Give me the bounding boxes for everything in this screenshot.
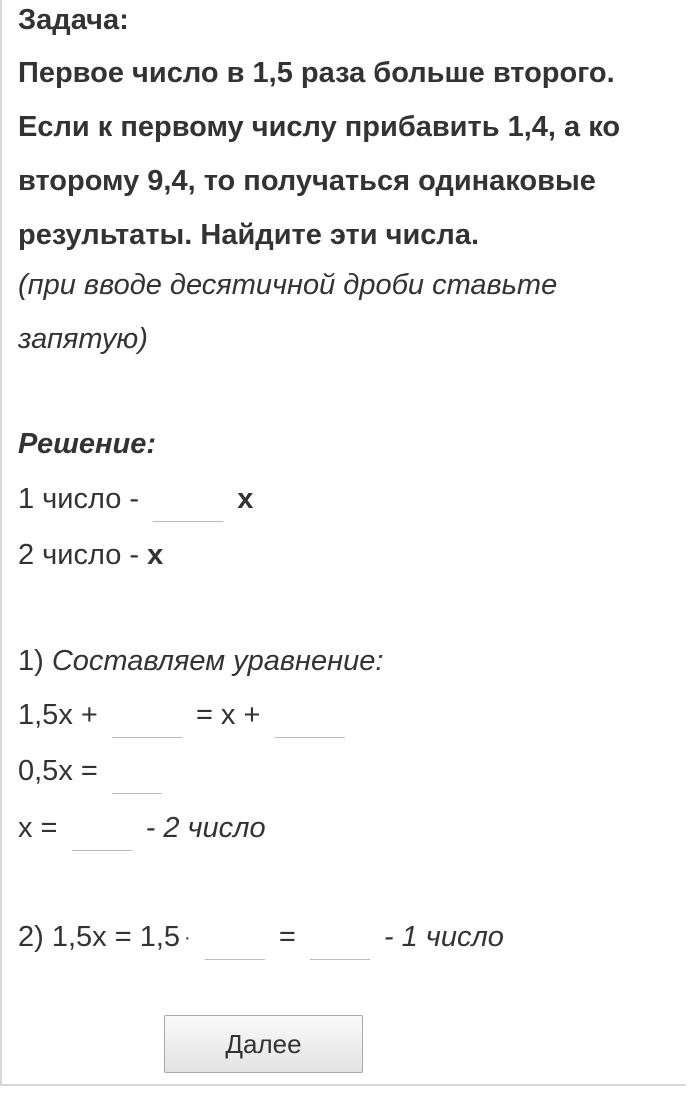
first-number-result-input[interactable] [310, 929, 370, 960]
equation-left: 1,5х + [18, 699, 98, 731]
x-value-input[interactable] [72, 820, 132, 851]
hint-text-line: (при вводе десятичной дроби ставьте [18, 269, 558, 301]
simplified-equation-row [18, 753, 168, 794]
second-number-row [18, 537, 163, 573]
step2-row [18, 919, 504, 960]
x-value-row [18, 810, 266, 851]
task-text-line: результаты. Найдите эти числа. [18, 219, 480, 251]
step2-equals: = [278, 921, 296, 953]
simplified-equation-left: 0,5х = [18, 755, 98, 787]
equation-left-input[interactable] [112, 707, 182, 738]
second-number-label: 2 число - [18, 539, 140, 571]
next-button[interactable]: Далее [164, 1015, 363, 1073]
first-number-label: 1 число - [18, 483, 140, 515]
equation-mid: = х + [195, 699, 261, 731]
task-heading: Задача: [18, 4, 129, 36]
step1-row [18, 643, 383, 679]
equation-row [18, 697, 351, 738]
task-text-line: второму 9,4, то получаться одинаковые [18, 165, 596, 197]
step2-number: 2) [18, 921, 44, 953]
hint-text-line: запятую) [18, 323, 148, 355]
x-value-suffix: - 2 число [145, 812, 266, 844]
second-number-variable: x [147, 539, 164, 571]
multiplier-input[interactable] [205, 929, 265, 960]
x-value-label: х = [18, 812, 58, 844]
first-number-row [18, 481, 253, 522]
step2-suffix: - 1 число [383, 921, 504, 953]
task-text-line: Первое число в 1,5 раза больше второго. [18, 57, 615, 89]
simplified-equation-input[interactable] [112, 763, 162, 794]
step1-title: Составляем уравнение: [51, 645, 384, 677]
step2-expression: 1,5х = 1,5 [51, 921, 181, 953]
coefficient-input[interactable] [153, 491, 223, 522]
task-text-line: Если к первому числу прибавить 1,4, а ко [18, 111, 621, 143]
equation-right-input[interactable] [275, 707, 345, 738]
step1-number: 1) [18, 645, 44, 677]
first-number-variable: x [237, 483, 254, 515]
multiply-dot: · [184, 927, 191, 949]
solution-heading: Решение: [18, 428, 157, 460]
